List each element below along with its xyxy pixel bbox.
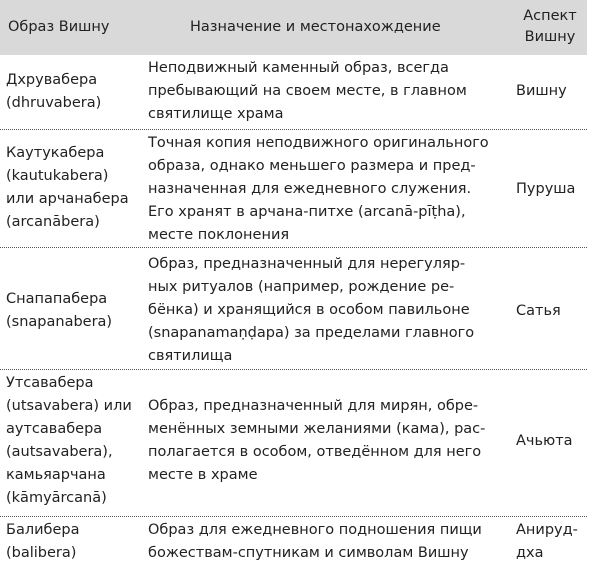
table-header <box>0 0 587 55</box>
header-image-column: Образ Вишну <box>8 19 110 35</box>
aspect-cell: Пуруша <box>516 181 576 197</box>
header-aspect-column: Аспект Вишну <box>523 8 577 45</box>
table-row <box>0 517 587 573</box>
image-name-cell: Утсавабера (utsavabera) или аутсавабера (autsavabera), камьяарчана (kāmyārcanā) <box>6 375 132 506</box>
purpose-cell: Образ для ежедневного подношения пищи божествам-спутникам и символам Вишну <box>148 522 482 561</box>
aspect-cell: Вишну <box>516 83 567 99</box>
image-name-cell: Балибера (balibera) <box>6 522 80 561</box>
purpose-cell: Образ, предназначенный для мирян, обре- менённых земными желаниями (кама), рас- полагается в особом, отведённом для него месте в храме <box>148 398 486 483</box>
table-row <box>0 55 587 130</box>
purpose-cell: Неподвижный каменный образ, всегда пребывающий на своем месте, в главном святилище храма <box>148 60 467 122</box>
image-name-cell: Снапапабера (snapanabera) <box>6 291 113 330</box>
image-name-cell: Каутукабера (kautukabera) или арчанабера (arcanābera) <box>6 145 129 230</box>
table-row <box>0 130 587 248</box>
header-purpose-column: Назначение и местонахождение <box>190 19 441 35</box>
aspect-cell: Ачьюта <box>516 433 573 449</box>
image-name-cell: Дхрувабера (dhruvabera) <box>6 72 102 111</box>
table-row <box>0 370 587 517</box>
aspect-cell: Сатья <box>516 303 561 319</box>
aspect-cell: Анируд- дха <box>516 522 578 561</box>
purpose-cell: Образ, предназначенный для нерегуляр- ных ритуалов (например, рождение ре- бёнка) и хранящийся в особом павильоне (snapanamaṇḍapa) за пределами главного святилища <box>148 256 475 364</box>
table-row <box>0 248 587 370</box>
purpose-cell: Точная копия неподвижного оригинального образа, однако меньшего размера и пред- назначенная для ежедневного служения. Его хранят в арчана-питхе (arcanā-pīṭha), месте поклонения <box>148 135 489 243</box>
